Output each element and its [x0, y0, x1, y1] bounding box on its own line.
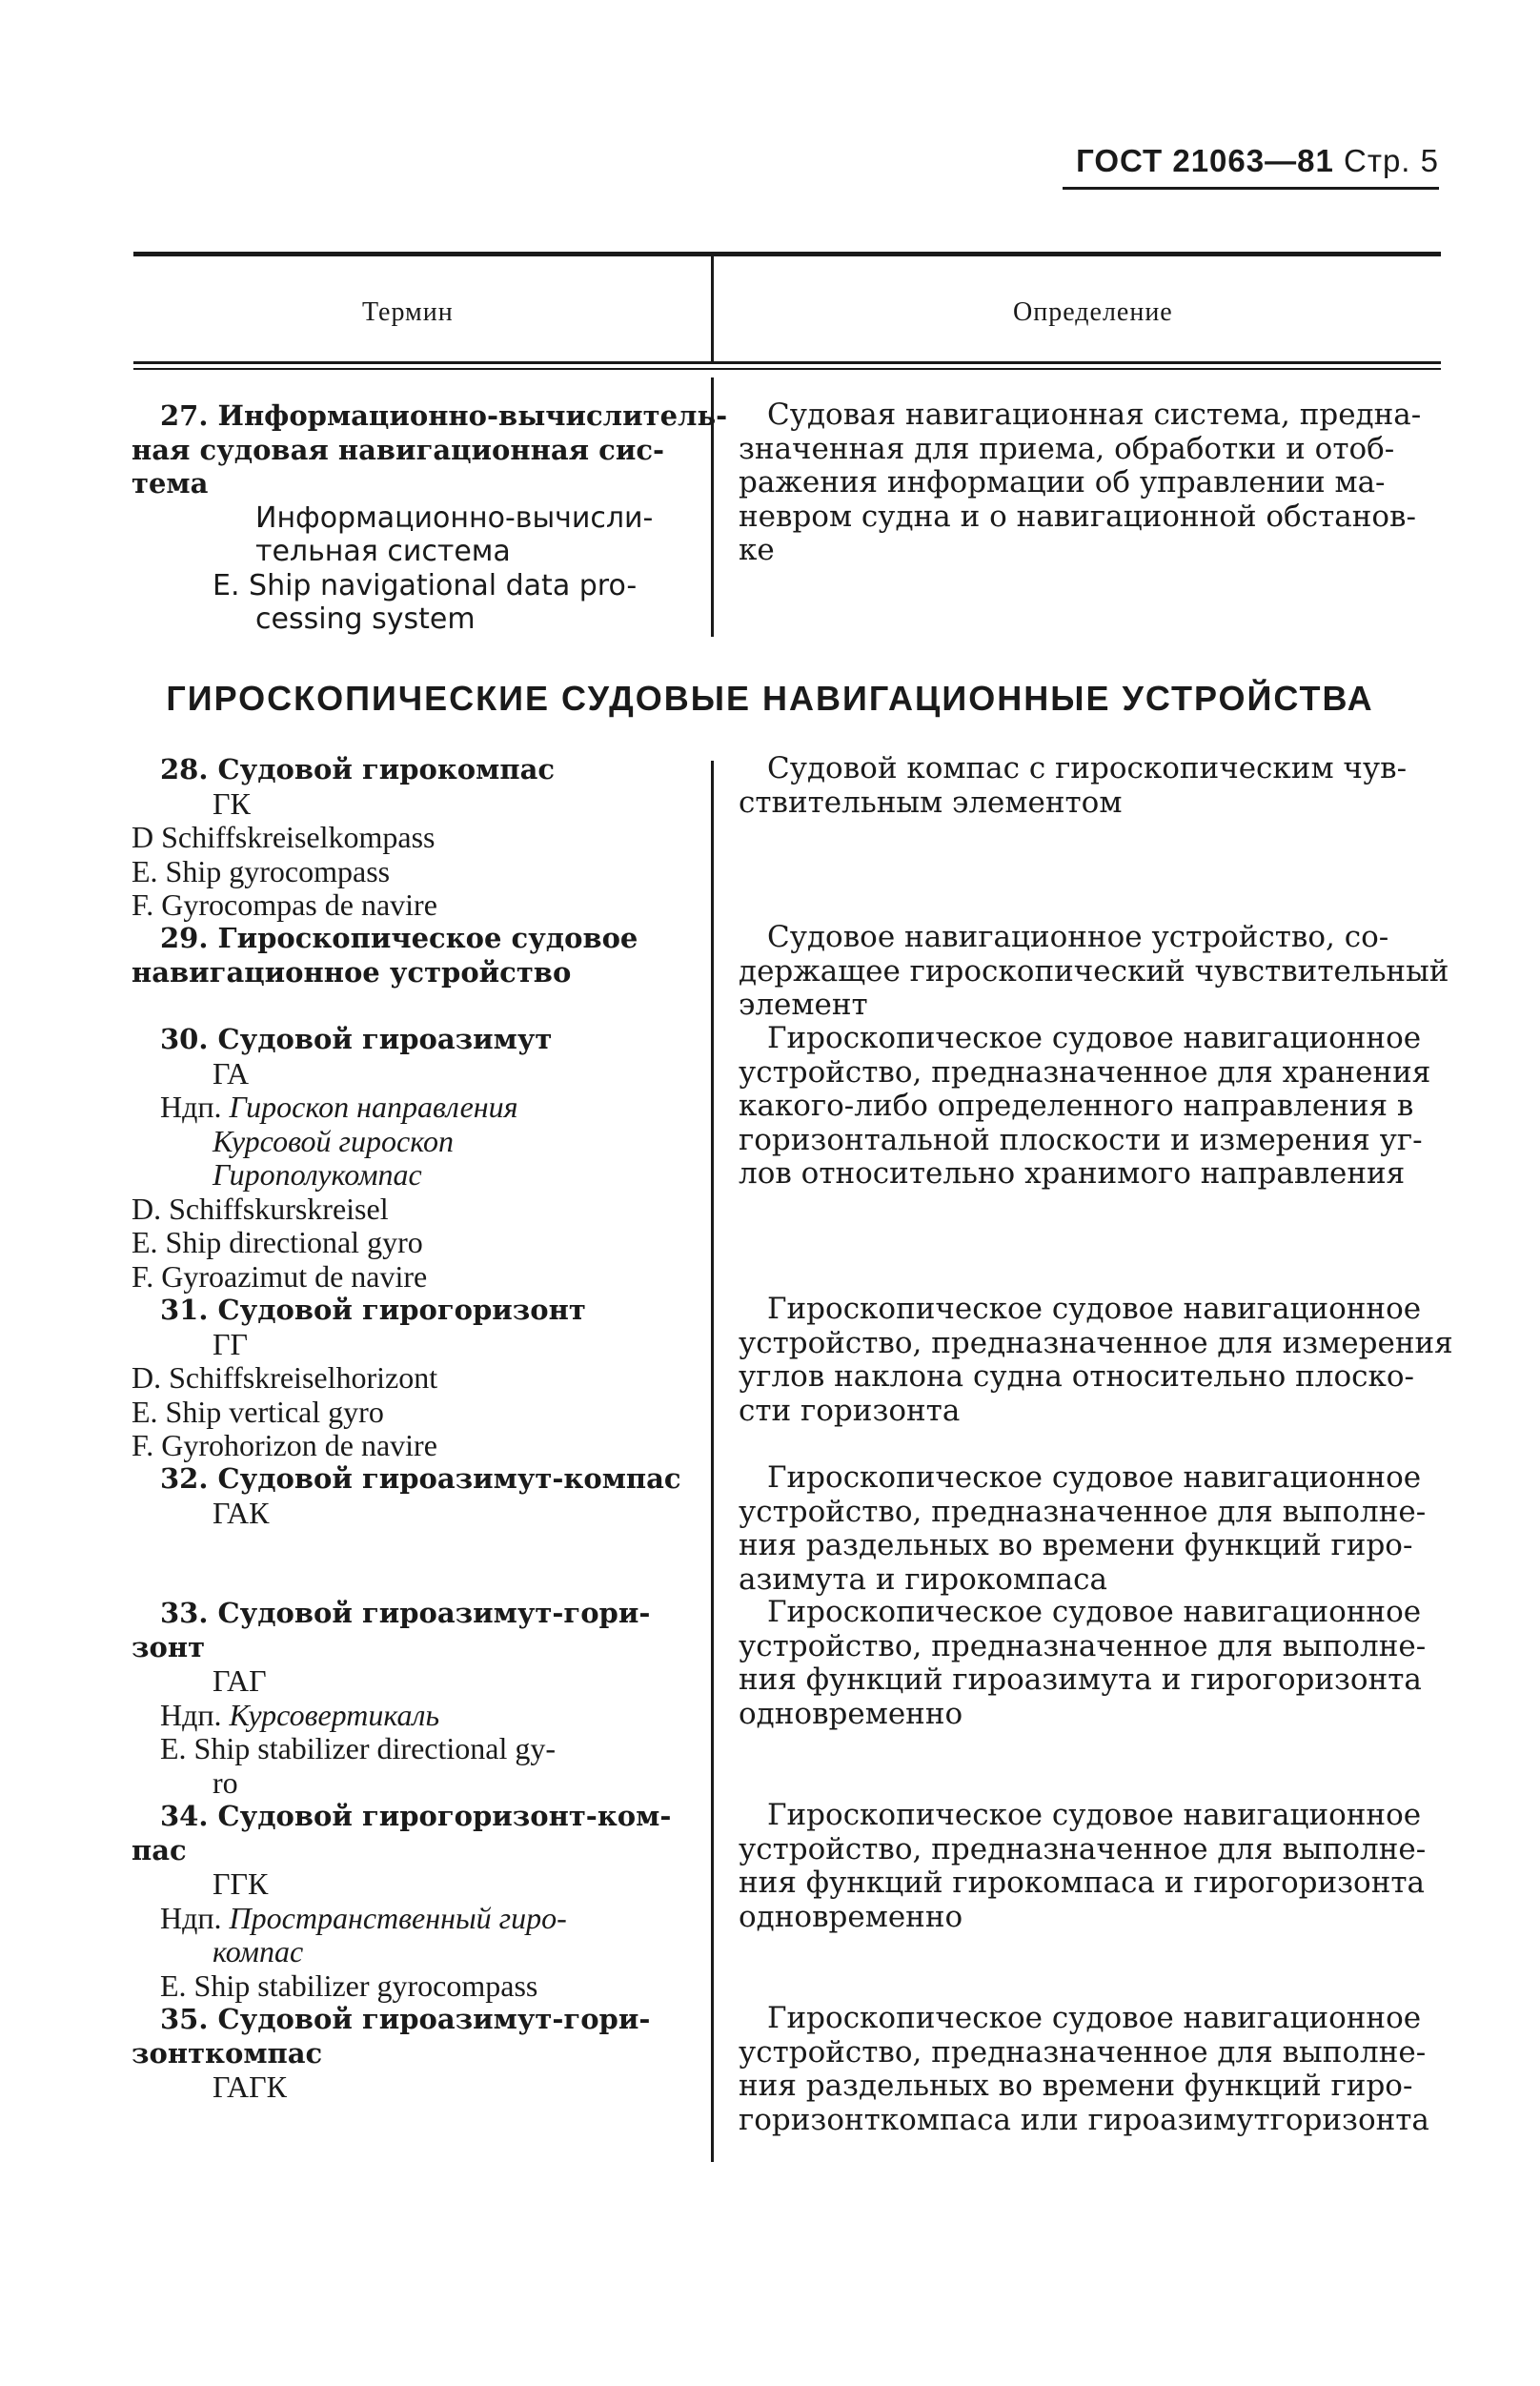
definition-line: ствительным элементом	[739, 785, 1123, 820]
column-divider	[711, 761, 714, 2162]
definition-27	[739, 398, 1439, 568]
definition-32	[739, 1461, 1439, 1597]
term-title-cont: ная судовая навигационная сис-	[132, 433, 665, 466]
term-abbreviation: ГГК	[213, 1866, 269, 1901]
term-english: ro	[213, 1764, 238, 1800]
definition-line: ния раздельных во времени функций гиро-	[739, 2069, 1413, 2103]
definition-line: Гироскопическое судовое навигационное	[767, 1460, 1422, 1495]
term-title-cont: зонт	[132, 1630, 206, 1663]
definition-35	[739, 2002, 1439, 2137]
term-entry-35	[132, 2002, 684, 2105]
term-title: 35. Судовой гироазимут-гори-	[160, 2003, 651, 2035]
term-entry-32	[132, 1461, 684, 1530]
definition-line: Гироскопическое судовое навигационное	[767, 1292, 1422, 1326]
column-header-term: Термин	[362, 297, 454, 327]
definition-line: ния раздельных во времени функций гиро-	[739, 1528, 1413, 1562]
definition-line: горизонтальной плоскости и измерения уг-	[739, 1122, 1423, 1157]
definition-line: Гироскопическое судовое навигационное	[767, 1595, 1422, 1629]
definition-line: устройство, предназначенное для хранения	[739, 1054, 1431, 1090]
term-title: 27. Информационно-вычислитель-	[160, 399, 728, 432]
definition-line: значенная для приема, обработки и отоб-	[739, 431, 1395, 466]
term-synonym: Информационно-вычисли-	[255, 500, 654, 535]
term-title: 28. Судовой гирокомпас	[160, 753, 556, 785]
definition-line: Гироскопическое судовое навигационное	[767, 2001, 1422, 2035]
page-number: Стр. 5	[1344, 143, 1439, 178]
section-title: ГИРОСКОПИЧЕСКИЕ СУДОВЫЕ НАВИГАЦИОННЫЕ УСТРОЙСТВА	[166, 679, 1374, 718]
term-entry-33	[132, 1596, 684, 1800]
definition-line: какого-либо определенного направления в	[739, 1089, 1414, 1123]
standard-number: ГОСТ 21063—81	[1076, 143, 1334, 178]
term-entry-34	[132, 1799, 684, 2003]
term-abbreviation: ГАК	[213, 1495, 270, 1530]
definition-line: сти горизонта	[739, 1393, 961, 1428]
column-header-definition: Определение	[1013, 297, 1173, 327]
definition-line: одновременно	[739, 1899, 963, 1934]
deprecated-term: компас	[213, 1934, 304, 1968]
deprecated-term: Курсовертикаль	[229, 1697, 440, 1732]
header-rule	[133, 361, 1441, 364]
definition-line: ния функций гирокомпаса и гирогоризонта	[739, 1866, 1425, 1900]
term-title-cont: пас	[132, 1833, 187, 1866]
term-abbreviation: ГГ	[213, 1326, 248, 1361]
definition-33	[739, 1596, 1439, 1731]
definition-line: держащее гироскопический чувствительный	[739, 953, 1449, 989]
term-title: 33. Судовой гироазимут-гори-	[160, 1597, 651, 1629]
deprecated-term: Курсовой гироскоп	[213, 1123, 454, 1158]
deprecated-term: Гирополукомпас	[213, 1157, 422, 1192]
term-french: F. Gyrocompas de navire	[132, 887, 437, 922]
term-title-cont: навигационное устройство	[132, 955, 572, 989]
term-english: E. Ship stabilizer directional gy-	[160, 1731, 556, 1765]
definition-29	[739, 920, 1449, 1023]
definition-line: элемент	[739, 988, 868, 1022]
definition-line: устройство, предназначенное для выполне-	[739, 1628, 1427, 1663]
definition-28	[739, 752, 1439, 820]
header-rule-double	[133, 368, 1441, 370]
term-title: 34. Судовой гирогоризонт-ком-	[160, 1800, 672, 1832]
deprecated-label: Ндп.	[160, 1900, 230, 1935]
term-english: E. Ship stabilizer gyrocompass	[160, 1968, 538, 2003]
term-german: D. Schiffskreiselhorizont	[132, 1360, 438, 1395]
term-german: D Schiffskreiselkompass	[132, 820, 436, 854]
term-abbreviation: ГАГК	[213, 2070, 287, 2104]
deprecated-label: Ндп.	[160, 1697, 230, 1732]
definition-line: устройство, предназначенное для измерения	[739, 1325, 1453, 1360]
definition-line: ражения информации об управлении ма-	[739, 465, 1386, 500]
term-english: E. Ship navigational data pro-	[213, 568, 638, 602]
term-title: 31. Судовой гирогоризонт	[160, 1294, 586, 1326]
definition-line: Судовая навигационная система, предна-	[767, 398, 1422, 432]
definition-34	[739, 1799, 1439, 1934]
term-french: F. Gyrohorizon de navire	[132, 1428, 437, 1462]
term-title-cont: тема	[132, 467, 209, 500]
definition-line: невром судна и о навигационной обстанов-	[739, 499, 1416, 534]
definition-line: ке	[739, 533, 775, 567]
term-french: F. Gyroazimut de navire	[132, 1258, 428, 1294]
definition-line: устройство, предназначенное для выполне-	[739, 2034, 1427, 2070]
deprecated-label: Ндп.	[160, 1090, 230, 1124]
term-entry-31	[132, 1293, 684, 1463]
term-entry-28	[132, 752, 684, 923]
term-abbreviation: ГК	[213, 785, 251, 821]
term-entry-27	[132, 398, 728, 637]
term-title: 30. Судовой гироазимут	[160, 1023, 553, 1055]
definition-line: углов наклона судна относительно плоско-	[739, 1359, 1415, 1394]
table-top-rule	[133, 252, 1441, 256]
term-title-cont: зонткомпас	[132, 2036, 323, 2070]
column-divider	[711, 256, 714, 361]
definition-line: Судовое навигационное устройство, со-	[767, 920, 1389, 954]
term-english: E. Ship directional gyro	[132, 1225, 423, 1259]
deprecated-term: Гироскоп направления	[229, 1090, 518, 1124]
term-abbreviation: ГАГ	[213, 1663, 267, 1698]
definition-31	[739, 1292, 1453, 1428]
term-title: 29. Гироскопическое судовое	[160, 922, 638, 954]
term-abbreviation: ГА	[213, 1055, 250, 1091]
definition-line: одновременно	[739, 1696, 963, 1731]
header-underline	[1063, 187, 1439, 190]
definition-line: устройство, предназначенное для выполне-	[739, 1831, 1427, 1866]
term-english: cessing system	[255, 602, 476, 636]
definition-line: Судовой компас с гироскопическим чув-	[767, 751, 1408, 785]
term-german: D. Schiffskurskreisel	[132, 1191, 389, 1226]
term-synonym: тельная система	[255, 535, 511, 568]
definition-line: ния функций гироазимута и гирогоризонта	[739, 1662, 1422, 1697]
term-title: 32. Судовой гироазимут-компас	[160, 1462, 681, 1495]
definition-line: Гироскопическое судовое навигационное	[767, 1021, 1422, 1055]
deprecated-term: Пространственный гиро-	[229, 1900, 567, 1935]
page-header	[1076, 143, 1439, 179]
definition-line: устройство, предназначенное для выполне-	[739, 1494, 1427, 1529]
definition-line: азимута и гирокомпаса	[739, 1561, 1107, 1597]
definition-line: Гироскопическое судовое навигационное	[767, 1798, 1422, 1832]
term-entry-30	[132, 1022, 684, 1294]
definition-30	[739, 1022, 1439, 1192]
definition-line: горизонткомпаса или гироазимутгоризонта	[739, 2102, 1429, 2137]
term-english: E. Ship vertical gyro	[132, 1394, 384, 1429]
definition-line: лов относительно хранимого направления	[739, 1156, 1406, 1191]
term-english: E. Ship gyrocompass	[132, 853, 391, 888]
term-entry-29	[132, 921, 684, 989]
